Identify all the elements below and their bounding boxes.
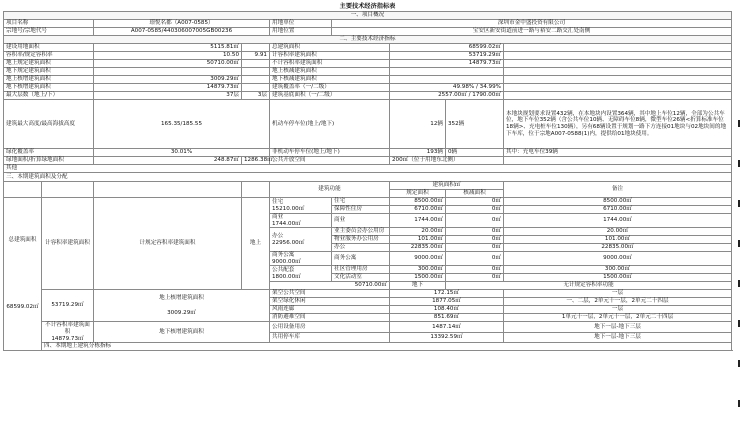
plan-value: 1500.00㎡: [390, 274, 446, 282]
project-name: 璟悦名都（A007-0585）: [94, 20, 270, 28]
open-space-label: 公共开放空间: [270, 157, 390, 165]
core-func: 架空公共空间: [270, 290, 390, 298]
parking-label: 机动车停车位(地上/地下): [270, 100, 390, 149]
total-area-label: 总建筑面积: [8, 237, 37, 244]
core-area-label: 地上核增建筑面积: [159, 294, 204, 301]
core-value: 172.15㎡: [390, 290, 504, 298]
indicator-value-2: [390, 76, 504, 84]
indicator-label-2: 地上核减建筑面积: [270, 68, 390, 76]
func-sub: 物业服务办公用房: [332, 236, 390, 244]
indicator-value: 37层: [94, 92, 242, 100]
total-value: 8500.00㎡: [504, 198, 732, 206]
location-label: 用地位置: [270, 28, 332, 36]
parcel: A007-0585/440306007005GB00236: [94, 28, 270, 36]
core-remark: 一层: [504, 290, 732, 298]
core-value: 1877.05㎡: [390, 298, 504, 306]
height-value: 165.35/185.55: [94, 100, 270, 149]
owner: 深圳市金中盛投资有限公司: [332, 20, 732, 28]
check-value: 0㎡: [446, 206, 504, 214]
core-area-cell: [94, 290, 270, 322]
indicator-value: 5115.81㎡: [94, 44, 242, 52]
func-sub: 商业: [332, 214, 390, 228]
parking-below: 352辆: [446, 100, 504, 149]
indicator-label: 地下核增建筑面积: [4, 84, 94, 92]
indicator-value-b: [242, 60, 270, 68]
core-func: 公用设备用房: [270, 322, 390, 332]
indicator-label: 地上核增建筑面积: [4, 76, 94, 84]
open-space-value: 200㎡（位于用地东北侧）: [390, 157, 504, 165]
core-value: 13392.59㎡: [390, 332, 504, 342]
indicator-value: 3009.29㎡: [94, 76, 242, 84]
func-category: 商务公寓 9000.00㎡: [270, 252, 332, 266]
total-value: 22835.00㎡: [504, 244, 732, 252]
func-sub: 业主委员会办公用房: [332, 228, 390, 236]
check-value: 0㎡: [446, 252, 504, 266]
indicator-value-b: 9.91: [242, 52, 270, 60]
indicator-label-2: 计容积率建筑面积: [270, 52, 390, 60]
plan-value: 20.00㎡: [390, 228, 446, 236]
indicator-value-2: 68599.02㎡: [390, 44, 504, 52]
charging-note: 其中：充电车位39辆: [504, 149, 732, 157]
indicator-label-2: 不计容积率建筑面积: [270, 60, 390, 68]
check-value: 0㎡: [446, 214, 504, 228]
area-header: 建筑面积㎡: [390, 182, 504, 190]
bike-below: 0辆: [446, 149, 504, 157]
core-remark: 一、二层，2单元十一层，2单元二十四层: [504, 298, 732, 306]
calc-area-value: 53719.29㎡: [42, 290, 94, 322]
core-value: 1487.14㎡: [390, 322, 504, 332]
indicator-value-b: 3层: [242, 92, 270, 100]
parking-above: 12辆: [390, 100, 446, 149]
plan-area-value: 50710.00㎡: [270, 282, 390, 290]
core-remark: 地下一层-地下三层: [504, 322, 732, 332]
check-value: 0㎡: [446, 198, 504, 206]
section-4-heading: 四、本期地上建筑分栋指标: [42, 343, 732, 351]
indicator-label: 最大层数（地上/下）: [4, 92, 94, 100]
core-func: 架空绿化休闲: [270, 298, 390, 306]
indicator-value-2: 2557.00㎡ / 1790.00㎡: [390, 92, 504, 100]
check-value: 0㎡: [446, 236, 504, 244]
func-sub: 文化活动室: [332, 274, 390, 282]
indicator-table: [3, 2, 732, 351]
plan-value: 1744.00㎡: [390, 214, 446, 228]
noncalc-func-label: 无计规定容积率功能: [446, 282, 732, 290]
core-remark: 一层: [504, 306, 732, 314]
plan-value: 22835.00㎡: [390, 244, 446, 252]
plan-area-label: 计规定容积率建筑面积: [94, 198, 242, 290]
section-2-heading: 二、主要技术经济指标: [4, 36, 732, 44]
indicator-value-b: [242, 68, 270, 76]
func-sub: 保障性住房: [332, 206, 390, 214]
indicator-label: 地上规定建筑面积: [4, 60, 94, 68]
indicator-value-2: 53719.29㎡: [390, 52, 504, 60]
indicator-label: 建设用地面积: [4, 44, 94, 52]
parcel-label: 宗地号/宗地代号: [4, 28, 94, 36]
total-value: 300.00㎡: [504, 266, 732, 274]
total-value: 1744.00㎡: [504, 214, 732, 228]
indicator-value-2: [390, 68, 504, 76]
indicator-value: 10.50: [94, 52, 242, 60]
check-value: 0㎡: [446, 274, 504, 282]
indicator-value-b: [242, 76, 270, 84]
func-category: 公共配套 1800.00㎡: [270, 266, 332, 282]
green-area-v2: 1286.38㎡: [242, 157, 270, 165]
indicator-label-2: 总建筑面积: [270, 44, 390, 52]
core-remark: 地下一层-地下三层: [504, 332, 732, 342]
below-label: 地下: [390, 282, 446, 290]
location: 宝安区新安街道前进一路与裕安二路交汇处南侧: [332, 28, 732, 36]
func-sub: 办公: [332, 244, 390, 252]
core-remark: 1单元十一层，2单元十一层，2单元二十四层: [504, 314, 732, 322]
total-area-cell: [4, 198, 42, 351]
check-value: 0㎡: [446, 228, 504, 236]
indicator-value-2: 49.98% / 34.99%: [390, 84, 504, 92]
core-func: 消防避难空间: [270, 314, 390, 322]
indicator-label-2: 建筑基底面积（一/二级）: [270, 92, 390, 100]
indicator-label: 地下规定建筑面积: [4, 68, 94, 76]
indicator-value-2: 14879.73㎡: [390, 60, 504, 68]
check-header: 核减面积: [446, 190, 504, 198]
func-category: 住宅 15210.00㎡: [270, 198, 332, 214]
total-value: 9000.00㎡: [504, 252, 732, 266]
core-area-value: 3009.29㎡: [167, 309, 196, 316]
bike-label: 非机动车停车位(地上/地下): [270, 149, 390, 157]
green-area-label: 绿地面积/折算绿地面积: [4, 157, 94, 165]
plan-value: 300.00㎡: [390, 266, 446, 274]
plan-header: 规定面积: [390, 190, 446, 198]
height-label: 建筑最大高度/最高海拔高度: [4, 100, 94, 149]
func-category: 办公 22956.00㎡: [270, 228, 332, 252]
indicator-value-b: [242, 84, 270, 92]
indicator-label-2: 建筑覆盖率（一/二级）: [270, 84, 390, 92]
plan-value: 6710.00㎡: [390, 206, 446, 214]
section-3-heading: 三、本期建筑面积及分配: [4, 173, 732, 182]
indicator-value: 50710.00㎡: [94, 60, 242, 68]
green-rate-label: 绿化覆盖率: [4, 149, 94, 157]
indicator-sheet: [3, 2, 731, 351]
indicator-value: [94, 68, 242, 76]
func-header: 建筑功能: [270, 182, 390, 198]
above-label: 地上: [242, 198, 270, 290]
other-row: 其他: [4, 165, 732, 173]
plan-value: 101.00㎡: [390, 236, 446, 244]
indicator-value: 14879.73㎡: [94, 84, 242, 92]
func-sub: 住宅: [332, 198, 390, 206]
calc-area-label: 计容积率建筑面积: [42, 198, 94, 290]
total-value: 6710.00㎡: [504, 206, 732, 214]
bike-above: 193辆: [390, 149, 446, 157]
total-value: 1500.00㎡: [504, 274, 732, 282]
section-1-heading: 一、项目概况: [4, 12, 732, 20]
indicator-label: 容积率/规定容积率: [4, 52, 94, 60]
core-func: 风雨连廊: [270, 306, 390, 314]
remark-header: 备注: [504, 182, 732, 198]
core-value: 108.40㎡: [390, 306, 504, 314]
total-area-value: 68599.02㎡: [6, 304, 39, 311]
check-value: 0㎡: [446, 266, 504, 274]
func-sub: 商务公寓: [332, 252, 390, 266]
parking-note: 本地块规划要求设置432辆，在本地块内设置364辆，其中地上车位12辆，全部为公共车位，地下车位352辆（含公共车位10辆、无障碍车位8辆，微型车位26辆<折算标准车位18辆>、充电桩车位130辆），另有68辆设置于规划一路下方连接01地块与02地块间的地下车库，位于宗地A007-0588(1)内，提供给01地块使用。: [504, 100, 732, 149]
func-category: 商业 1744.00㎡: [270, 214, 332, 228]
green-area-v1: 248.87㎡: [94, 157, 242, 165]
indicator-value-b: [242, 44, 270, 52]
func-sub: 社区管理用房: [332, 266, 390, 274]
sheet-title: 主要技术经济指标表: [339, 3, 396, 10]
total-value: 101.00㎡: [504, 236, 732, 244]
green-rate-value: 30.01%: [94, 149, 270, 157]
total-value: 20.00㎡: [504, 228, 732, 236]
indicator-label-2: 地下核减建筑面积: [270, 76, 390, 84]
plan-value: 9000.00㎡: [390, 252, 446, 266]
core-value: 851.69㎡: [390, 314, 504, 322]
under-area-label: 地下核增建筑面积: [94, 322, 270, 343]
check-value: 0㎡: [446, 244, 504, 252]
owner-label: 用地单位: [270, 20, 332, 28]
project-name-label: 项目名称: [4, 20, 94, 28]
core-func: 共用停车库: [270, 332, 390, 342]
edge-marks: [732, 120, 740, 420]
plan-value: 8500.00㎡: [390, 198, 446, 206]
noncalc-area-cell: 不计容积率建筑面积 14879.73㎡: [42, 322, 94, 343]
